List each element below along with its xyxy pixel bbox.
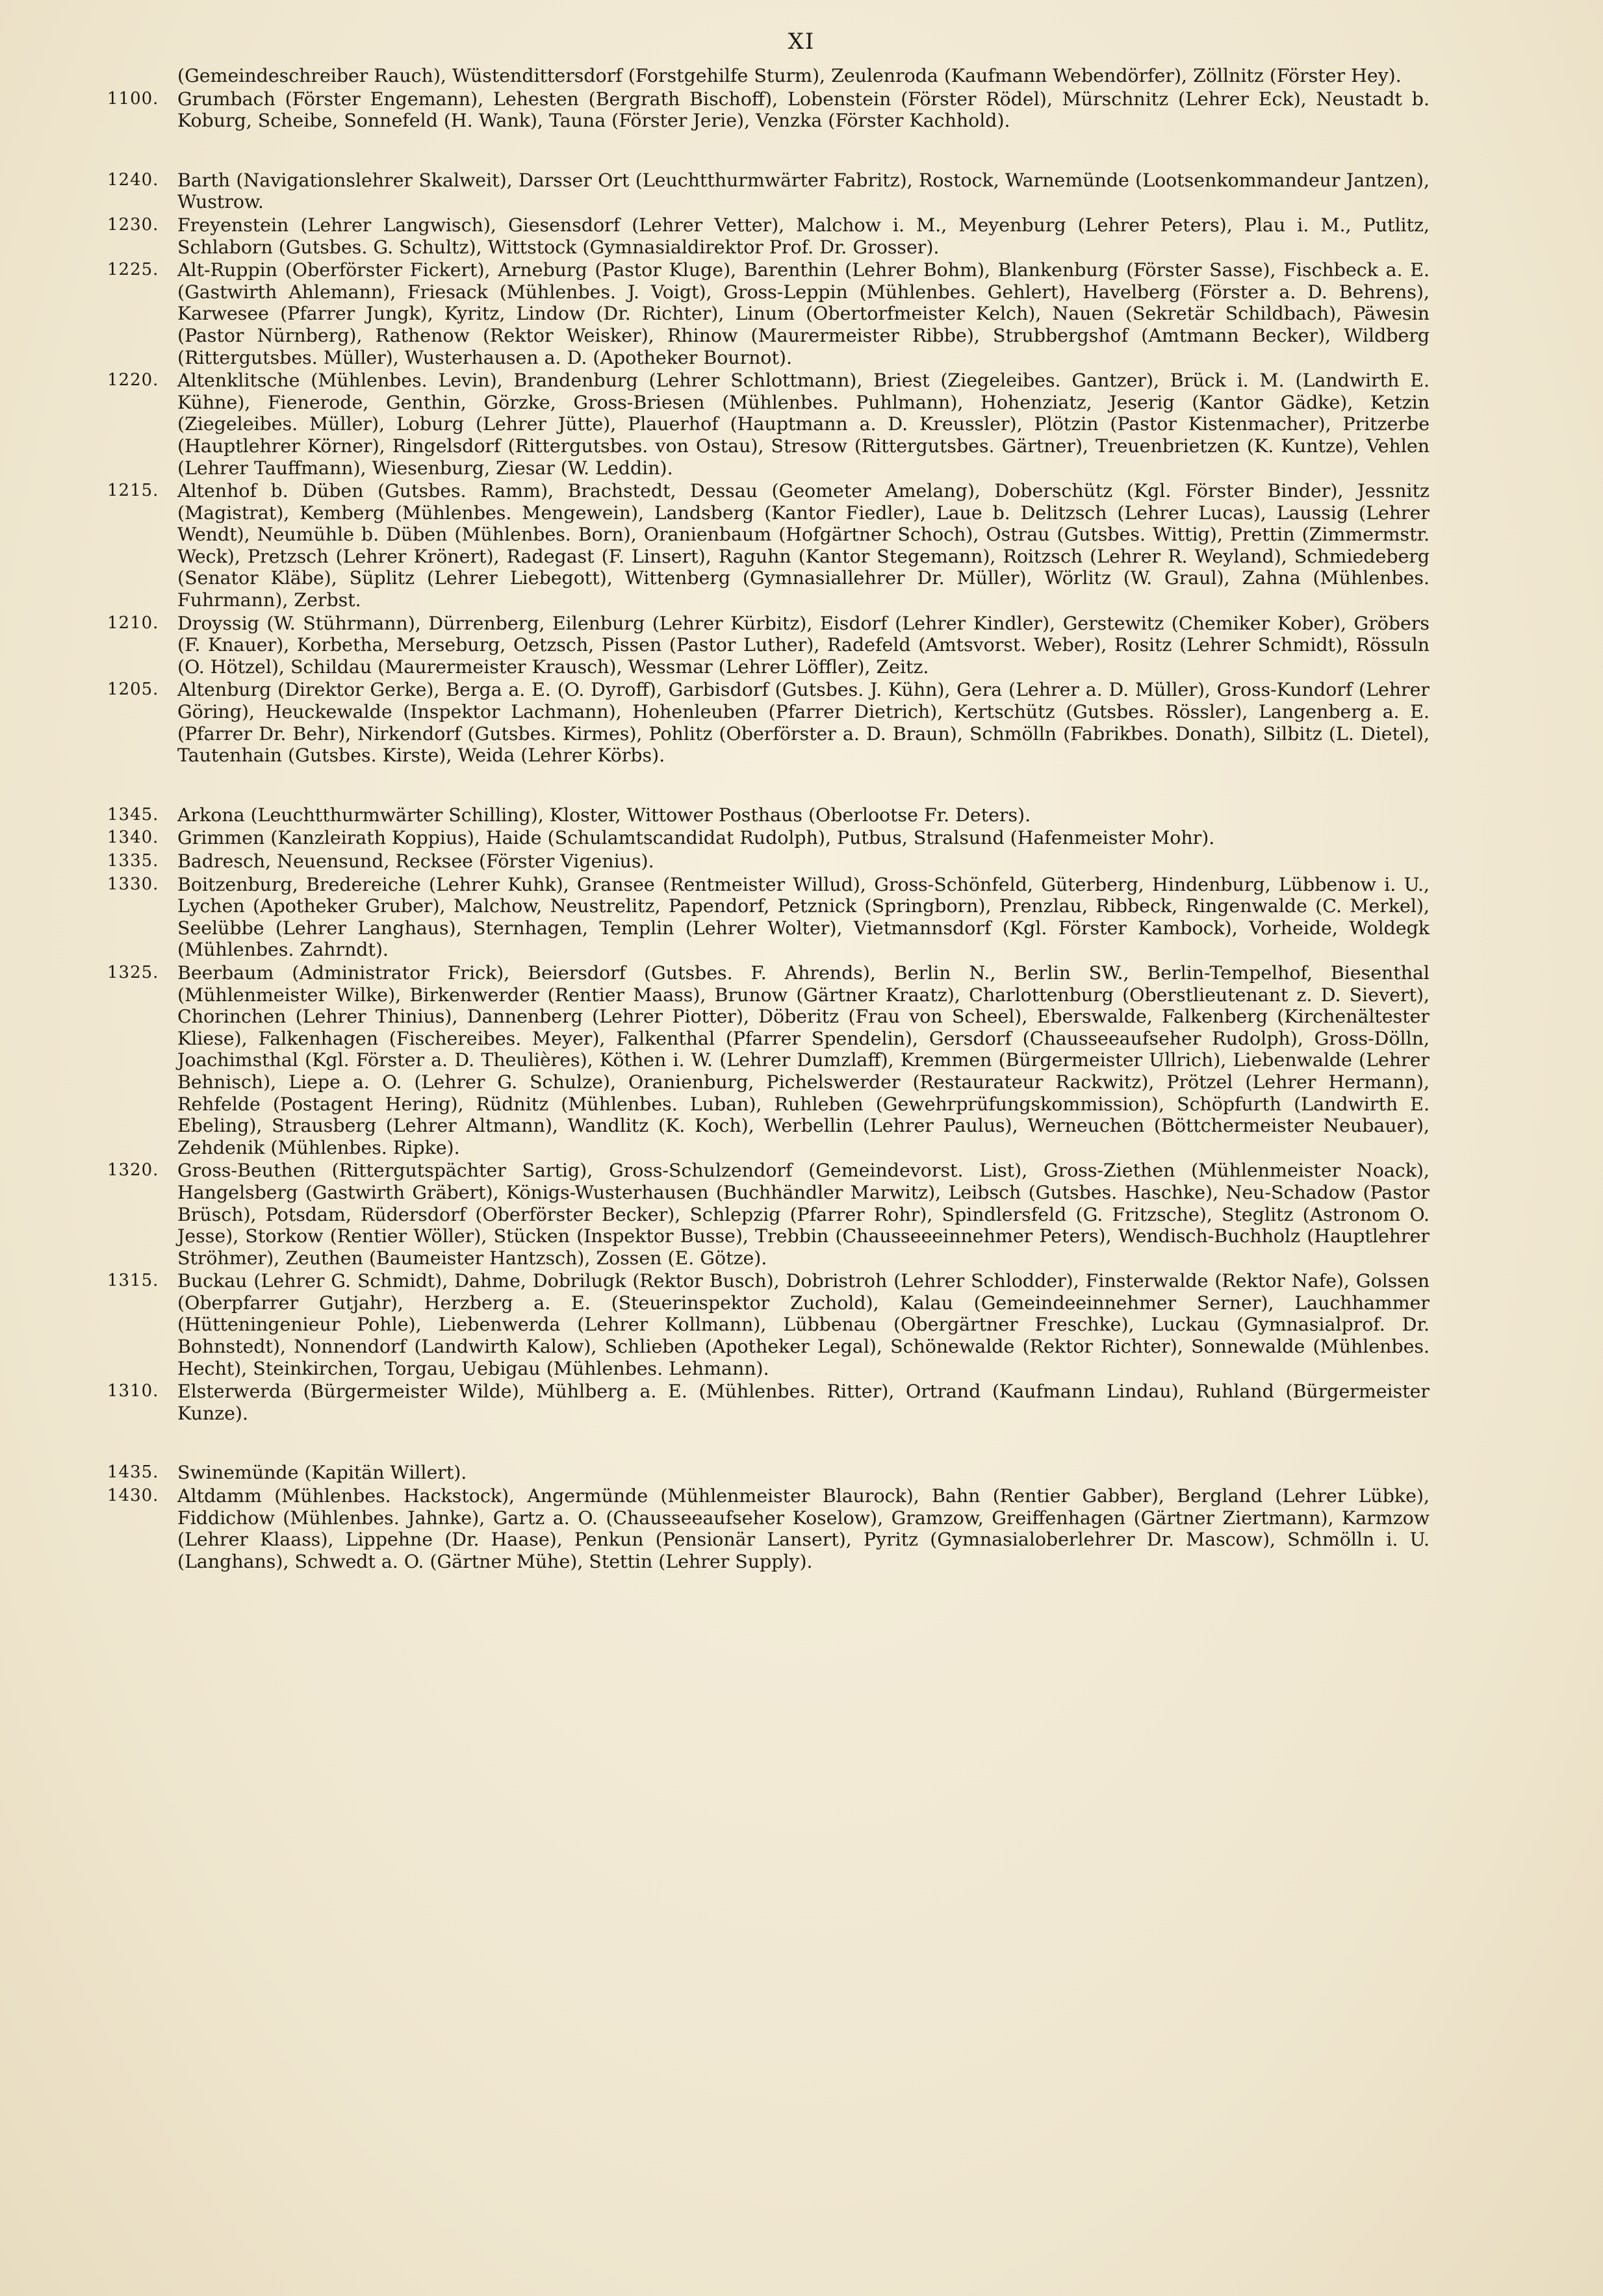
entry-number: 1345. <box>107 804 159 824</box>
entry-number: 1320. <box>107 1160 159 1180</box>
list-item <box>107 679 1430 766</box>
entry-text: Barth (Navigationslehrer Skalweit), Darsser Ort (Leuchtthurmwärter Fabritz), Rostock, Warnemünde (Lootsenkommandeur Jantzen), Wustrow. <box>177 169 1430 213</box>
list-item <box>107 259 1430 368</box>
entry-number: 1215. <box>107 481 159 501</box>
entry-number: 1100. <box>107 88 159 108</box>
entry-group <box>107 804 1430 1425</box>
entry-text: Elsterwerda (Bürgermeister Wilde), Mühlberg a. E. (Mühlenbes. Ritter), Ortrand (Kaufmann Lindau), Ruhland (Bürgermeister Kunze). <box>177 1381 1430 1424</box>
entry-number: 1335. <box>107 851 159 871</box>
page-number: XI <box>788 29 815 55</box>
entry-number: 1325. <box>107 962 159 982</box>
entry-text: Grimmen (Kanzleirath Koppius), Haide (Schulamtscandidat Rudolph), Putbus, Stralsund (Hafenmeister Mohr). <box>177 827 1215 849</box>
entry-text: Arkona (Leuchtthurmwärter Schilling), Kloster, Wittower Posthaus (Oberlootse Fr. Deters). <box>177 804 1031 826</box>
entry-group <box>107 170 1430 767</box>
entry-number: 1230. <box>107 214 159 235</box>
list-item <box>107 170 1430 213</box>
entry-text: Alt-Ruppin (Oberförster Fickert), Arneburg (Pastor Kluge), Barenthin (Lehrer Bohm), Blankenburg (Förster Sasse), Fischbeck a. E. (Gastwirth Ahlemann), Friesack (Mühlenbes. J. Voigt), Gross-Leppin (Mühlenbes. Gehlert), Havelberg (Förster a. D. Behrens), Karwesee (Pfarrer Jungk), Kyritz, Lindow (Dr. Richter), Linum (Obertorfmeister Kelch), Nauen (Sekretär Schildbach), Päwesin (Pastor Nürnberg), Rathenow (Rektor Weisker), Rhinow (Maurermeister Ribbe), Strubbergshof (Amtmann Becker), Wildberg (Rittergutsbes. Müller), Wusterhausen a. D. (Apotheker Bournot). <box>177 259 1430 368</box>
list-item <box>107 1270 1430 1379</box>
entry-text: Buckau (Lehrer G. Schmidt), Dahme, Dobrilugk (Rektor Busch), Dobristroh (Lehrer Schlodder), Finsterwalde (Rektor Nafe), Golssen (Oberpfarrer Gutjahr), Herzberg a. E. (Steuerinspektor Zuchold), Kalau (Gemeindeeinnehmer Serner), Lauchhammer (Hütteningenieur Pohle), Liebenwerda (Lehrer Kollmann), Lübbenau (Obergärtner Freschke), Luckau (Gymnasialprof. Dr. Bohnstedt), Nonnendorf (Landwirth Kalow), Schlieben (Apotheker Legal), Schönewalde (Rektor Richter), Sonnewalde (Mühlenbes. Hecht), Steinkirchen, Torgau, Uebigau (Mühlenbes. Lehmann). <box>177 1270 1430 1379</box>
entry-text: Freyenstein (Lehrer Langwisch), Giesensdorf (Lehrer Vetter), Malchow i. M., Meyenburg (Lehrer Peters), Plau i. M., Putlitz, Schlaborn (Gutsbes. G. Schultz), Wittstock (Gymnasialdirektor Prof. Dr. Grosser). <box>177 214 1430 258</box>
entry-text: Altenhof b. Düben (Gutsbes. Ramm), Brachstedt, Dessau (Geometer Amelang), Doberschütz (Kgl. Förster Binder), Jessnitz (Magistrat), Kemberg (Mühlenbes. Mengewein), Landsberg (Kantor Fiedler), Laue b. Delitzsch (Lehrer Lucas), Laussig (Lehrer Wendt), Neumühle b. Düben (Mühlenbes. Born), Oranienbaum (Hofgärtner Schoch), Ostrau (Gutsbes. Wittig), Prettin (Zimmermstr. Weck), Pretzsch (Lehrer Krönert), Radegast (F. Linsert), Raguhn (Kantor Stegemann), Roitzsch (Lehrer R. Weyland), Schmiedeberg (Senator Kläbe), Süplitz (Lehrer Liebegott), Wittenberg (Gymnasiallehrer Dr. Müller), Wörlitz (W. Graul), Zahna (Mühlenbes. Fuhrmann), Zerbst. <box>177 480 1430 611</box>
entry-number: 1330. <box>107 874 159 894</box>
entry-number: 1220. <box>107 370 159 390</box>
entry-number: 1210. <box>107 613 159 633</box>
list-item <box>107 874 1430 961</box>
entry-text: Droyssig (W. Stührmann), Dürrenberg, Eilenburg (Lehrer Kürbitz), Eisdorf (Lehrer Kindler), Gerstewitz (Chemiker Kober), Gröbers (F. Knauer), Korbetha, Merseburg, Oetzsch, Pissen (Pastor Luther), Radefeld (Amtsvorst. Weber), Rositz (Lehrer Schmidt), Rössuln (O. Hötzel), Schildau (Maurermeister Krausch), Wessmar (Lehrer Löffler), Zeitz. <box>177 612 1430 678</box>
entry-text: Grumbach (Förster Engemann), Lehesten (Bergrath Bischoff), Lobenstein (Förster Rödel), Mürschnitz (Lehrer Eck), Neustadt b. Koburg, Scheibe, Sonnefeld (H. Wank), Tauna (Förster Jerie), Venzka (Förster Kachhold). <box>177 88 1430 132</box>
entry-group <box>107 1462 1430 1572</box>
list-item <box>107 962 1430 1158</box>
list-item <box>107 827 1430 849</box>
list-item <box>107 88 1430 132</box>
entry-text: Altenklitsche (Mühlenbes. Levin), Brandenburg (Lehrer Schlottmann), Briest (Ziegeleibes. Gantzer), Brück i. M. (Landwirth E. Kühne), Fienerode, Genthin, Görzke, Gross-Briesen (Mühlenbes. Puhlmann), Hohenziatz, Jeserig (Kantor Gädke), Ketzin (Ziegeleibes. Müller), Loburg (Lehrer Jütte), Plauerhof (Hauptmann a. D. Kreussler), Plötzin (Pastor Kistenmacher), Pritzerbe (Hauptlehrer Körner), Ringelsdorf (Rittergutsbes. von Ostau), Stresow (Rittergutsbes. Gärtner), Treuenbrietzen (K. Kuntze), Vehlen (Lehrer Tauffmann), Wiesenburg, Ziesar (W. Leddin). <box>177 370 1430 479</box>
entry-number: 1205. <box>107 680 159 700</box>
list-item <box>107 1485 1430 1572</box>
entry-text: Swinemünde (Kapitän Willert). <box>177 1462 467 1484</box>
list-item <box>107 480 1430 611</box>
list-item <box>107 850 1430 873</box>
entry-number: 1340. <box>107 828 159 848</box>
entry-number: 1225. <box>107 260 159 280</box>
list-item <box>107 370 1430 479</box>
entry-text: Boitzenburg, Bredereiche (Lehrer Kuhk), Gransee (Rentmeister Willud), Gross-Schönfeld, Güterberg, Hindenburg, Lübbenow i. U., Lychen (Apotheker Gruber), Malchow, Neustrelitz, Papendorf, Petznick (Springborn), Prenzlau, Ribbeck, Ringenwalde (C. Merkel), Seelübbe (Lehrer Langhaus), Sternhagen, Templin (Lehrer Wolter), Vietmannsdorf (Kgl. Förster Kambock), Vorheide, Woldegk (Mühlenbes. Zahrndt). <box>177 873 1430 961</box>
entry-group <box>107 65 1430 132</box>
station-list <box>107 65 1430 1610</box>
list-item <box>107 1462 1430 1484</box>
entry-number: 1315. <box>107 1271 159 1291</box>
list-item <box>107 1381 1430 1424</box>
entry-number: 1435. <box>107 1462 159 1483</box>
entry-text: Badresch, Neuensund, Recksee (Förster Vigenius). <box>177 850 654 872</box>
entry-text: (Gemeindeschreiber Rauch), Wüstendittersdorf (Forstgehilfe Sturm), Zeulenroda (Kaufmann Webendörfer), Zöllnitz (Förster Hey). <box>177 65 1402 86</box>
entry-text: Beerbaum (Administrator Frick), Beiersdorf (Gutsbes. F. Ahrends), Berlin N., Berlin SW., Berlin-Tempelhof, Biesenthal (Mühlenmeister Wilke), Birkenwerder (Rentier Maass), Brunow (Gärtner Kraatz), Charlottenburg (Oberstlieutenant z. D. Sievert), Chorinchen (Lehrer Thinius), Dannenberg (Lehrer Piotter), Döberitz (Frau von Scheel), Eberswalde, Falkenberg (Kirchenältester Kliese), Falkenhagen (Fischereibes. Meyer), Falkenthal (Pfarrer Spendelin), Gersdorf (Chausseeaufseher Rudolph), Gross-Dölln, Joachimsthal (Kgl. Förster a. D. Theulières), Köthen i. W. (Lehrer Dumzlaff), Kremmen (Bürgermeister Ullrich), Liebenwalde (Lehrer Behnisch), Liepe a. O. (Lehrer G. Schulze), Oranienburg, Pichelswerder (Restaurateur Rackwitz), Prötzel (Lehrer Hermann), Rehfelde (Postagent Hering), Rüdnitz (Mühlenbes. Luban), Ruhleben (Gewehrprüfungskommission), Schöpfurth (Landwirth E. Ebeling), Strausberg (Lehrer Altmann), Wandlitz (K. Koch), Werbellin (Lehrer Paulus), Werneuchen (Böttchermeister Neubauer), Zehdenik (Mühlenbes. Ripke). <box>177 962 1430 1158</box>
entry-number: 1240. <box>107 170 159 190</box>
list-item <box>107 214 1430 258</box>
entry-text: Gross-Beuthen (Rittergutspächter Sartig), Gross-Schulzendorf (Gemeindevorst. List), Gross-Ziethen (Mühlenmeister Noack), Hangelsberg (Gastwirth Gräbert), Königs-Wusterhausen (Buchhändler Marwitz), Leibsch (Gutsbes. Haschke), Neu-Schadow (Pastor Brüsch), Potsdam, Rüdersdorf (Oberförster Becker), Schlepzig (Pfarrer Rohr), Spindlersfeld (G. Fritzsche), Steglitz (Astronom O. Jesse), Storkow (Rentier Wöller), Stücken (Inspektor Busse), Trebbin (Chausseeeinnehmer Peters), Wendisch-Buchholz (Hauptlehrer Ströhmer), Zeuthen (Baumeister Hantzsch), Zossen (E. Götze). <box>177 1160 1430 1269</box>
list-item <box>107 1160 1430 1269</box>
entry-number: 1310. <box>107 1381 159 1401</box>
entry-text: Altenburg (Direktor Gerke), Berga a. E. (O. Dyroff), Garbisdorf (Gutsbes. J. Kühn), Gera (Lehrer a. D. Müller), Gross-Kundorf (Lehrer Göring), Heuckewalde (Inspektor Lachmann), Hohenleuben (Pfarrer Dietrich), Kertschütz (Gutsbes. Rössler), Langenberg a. E. (Pfarrer Dr. Behr), Nirkendorf (Gutsbes. Kirmes), Pohlitz (Oberförster a. D. Braun), Schmölln (Fabrikbes. Donath), Silbitz (L. Dietel), Tautenhain (Gutsbes. Kirste), Weida (Lehrer Körbs). <box>177 679 1430 767</box>
entry-number: 1430. <box>107 1486 159 1506</box>
entry-text: Altdamm (Mühlenbes. Hackstock), Angermünde (Mühlenmeister Blaurock), Bahn (Rentier Gabber), Bergland (Lehrer Lübke), Fiddichow (Mühlenbes. Jahnke), Gartz a. O. (Chausseeaufseher Koselow), Gramzow, Greiffenhagen (Gärtner Ziertmann), Karmzow (Lehrer Klaass), Lippehne (Dr. Haase), Penkun (Pensionär Lansert), Pyritz (Gymnasialoberlehrer Dr. Mascow), Schmölln i. U. (Langhans), Schwedt a. O. (Gärtner Mühe), Stettin (Lehrer Supply). <box>177 1485 1430 1572</box>
list-item <box>107 613 1430 678</box>
list-item <box>107 65 1430 87</box>
list-item <box>107 804 1430 826</box>
